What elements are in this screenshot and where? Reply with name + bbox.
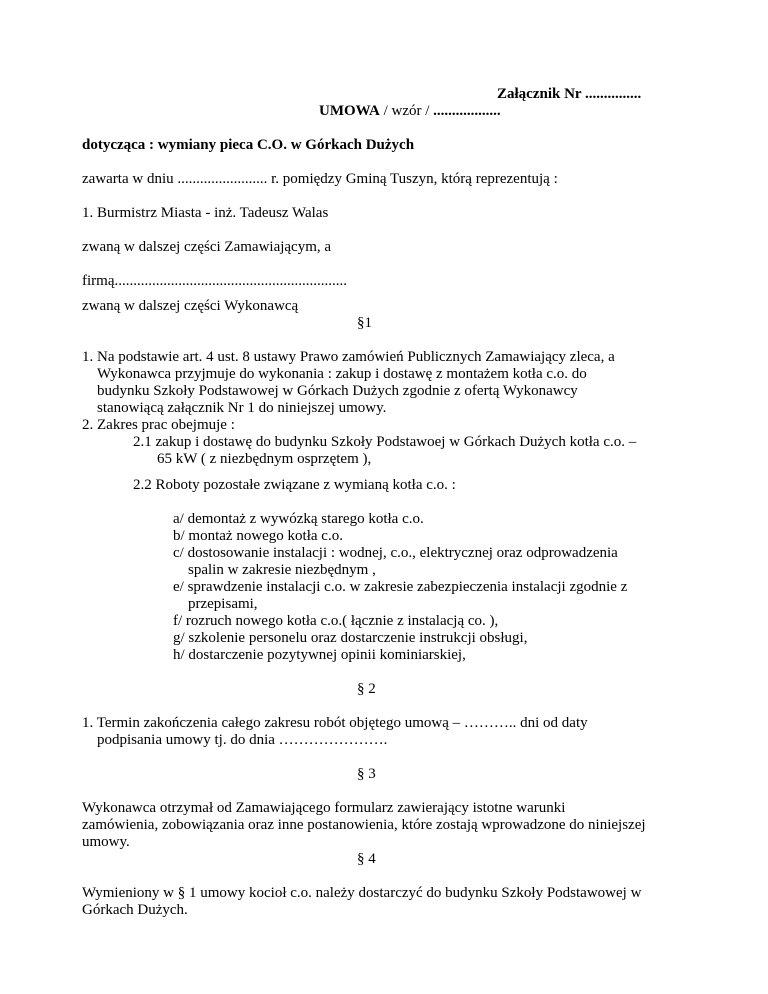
s3-line: Wykonawca otrzymał od Zamawiającego formularz zawierający istotne warunki bbox=[82, 800, 566, 816]
s1-item-2-1-cont: 65 kW ( z niezbędnym osprzętem ), bbox=[157, 451, 372, 467]
s1-scope-heading: 2. Zakres prac obejmuje : bbox=[82, 417, 235, 433]
firm-line: firmą.............................................................. bbox=[82, 273, 347, 289]
called-ordering-party: zwaną w dalszej części Zamawiającym, a bbox=[82, 239, 332, 255]
title-template-label: / wzór / bbox=[379, 103, 434, 119]
work-item: b/ montaż nowego kotła c.o. bbox=[173, 528, 343, 544]
representative-1: 1. Burmistrz Miasta - inż. Tadeusz Walas bbox=[82, 205, 329, 221]
s3-line: zamówienia, zobowiązania oraz inne postanowienia, które zostają wprowadzone do niniejszej bbox=[82, 817, 646, 833]
section-1-heading: §1 bbox=[357, 315, 372, 331]
called-contractor: zwaną w dalszej części Wykonawcą bbox=[82, 298, 299, 314]
s2-line: 1. Termin zakończenia całego zakresu robót objętego umową – ……….. dni od daty bbox=[82, 715, 588, 731]
section-2-heading: § 2 bbox=[357, 681, 376, 697]
s4-line: Wymieniony w § 1 umowy kocioł c.o. należy dostarczyć do budynku Szkoły Podstawowej w bbox=[82, 885, 642, 901]
attachment-number: Załącznik Nr ............... bbox=[497, 86, 642, 102]
work-item-cont: spalin w zakresie niezbędnym , bbox=[188, 562, 376, 578]
concluded-line: zawarta w dniu ........................ r. pomiędzy Gminą Tuszyn, którą reprezentują : bbox=[82, 171, 558, 187]
work-item: h/ dostarczenie pozytywnej opinii kominiarskiej, bbox=[173, 647, 466, 663]
work-item-cont: przepisami, bbox=[188, 596, 258, 612]
title-dots: .................. bbox=[433, 103, 501, 119]
work-item: g/ szkolenie personelu oraz dostarczenie instrukcji obsługi, bbox=[173, 630, 528, 646]
s3-line: umowy. bbox=[82, 834, 130, 850]
s1-paragraph-line: stanowiącą załącznik Nr 1 do niniejszej umowy. bbox=[97, 400, 387, 416]
document-title bbox=[319, 103, 501, 120]
work-item: f/ rozruch nowego kotła c.o.( łącznie z instalacją co. ), bbox=[173, 613, 499, 629]
contract-subject: dotycząca : wymiany pieca C.O. w Górkach Dużych bbox=[82, 137, 415, 153]
s1-paragraph-line: Wykonawca przyjmuje do wykonania : zakup i dostawę z montażem kotła c.o. do bbox=[97, 366, 587, 382]
work-item: c/ dostosowanie instalacji : wodnej, c.o., elektrycznej oraz odprowadzenia bbox=[173, 545, 618, 561]
work-item: a/ demontaż z wywózką starego kotła c.o. bbox=[173, 511, 424, 527]
s1-paragraph-line: 1. Na podstawie art. 4 ust. 8 ustawy Prawo zamówień Publicznych Zamawiający zleca, a bbox=[82, 349, 615, 365]
s1-paragraph-line: budynku Szkoły Podstawowej w Górkach Dużych zgodnie z ofertą Wykonawcy bbox=[97, 383, 578, 399]
s1-item-2-2: 2.2 Roboty pozostałe związane z wymianą kotła c.o. : bbox=[133, 477, 456, 493]
s2-line: podpisania umowy tj. do dnia …………………. bbox=[97, 732, 388, 748]
work-item: e/ sprawdzenie instalacji c.o. w zakresie zabezpieczenia instalacji zgodnie z bbox=[173, 579, 628, 595]
section-4-heading: § 4 bbox=[357, 851, 376, 867]
s1-item-2-1: 2.1 zakup i dostawę do budynku Szkoły Podstawoej w Górkach Dużych kotła c.o. – bbox=[133, 434, 637, 450]
section-3-heading: § 3 bbox=[357, 766, 376, 782]
title-umowa: UMOWA bbox=[319, 103, 380, 119]
s4-line: Górkach Dużych. bbox=[82, 902, 188, 918]
